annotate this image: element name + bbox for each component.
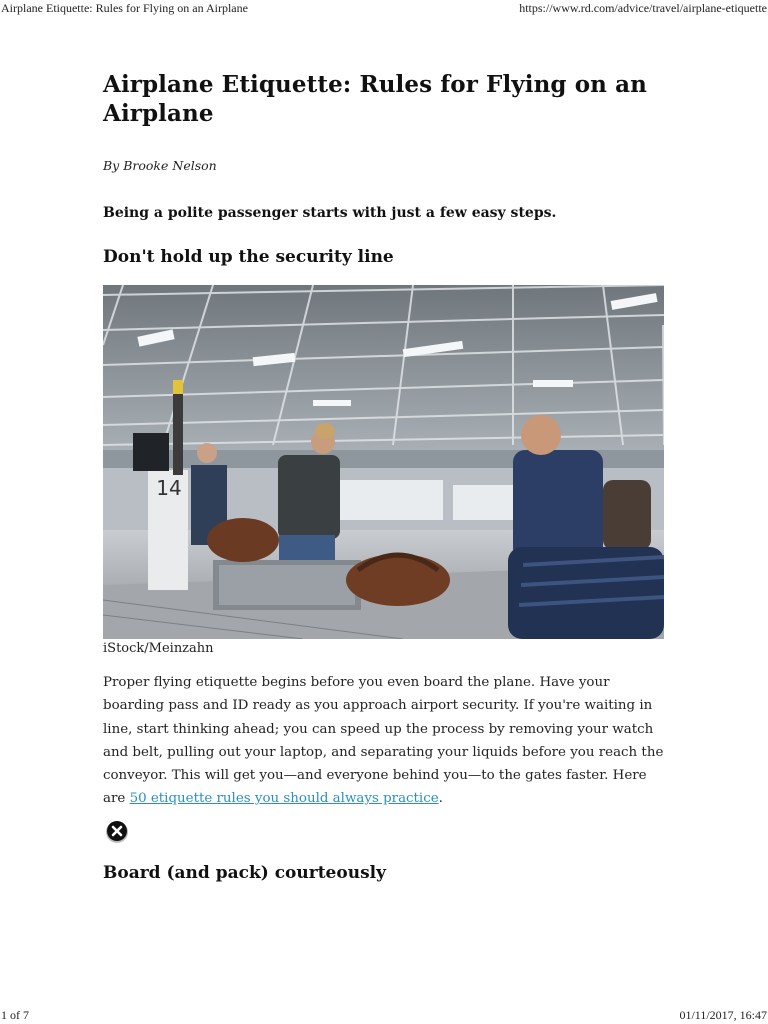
etiquette-rules-link[interactable]: 50 etiquette rules you should always practice xyxy=(129,791,439,807)
body-paragraph xyxy=(103,671,665,811)
section-heading-boarding: Board (and pack) courteously xyxy=(103,863,386,883)
counter-number: 14 xyxy=(156,476,182,500)
article-title: Airplane Etiquette: Rules for Flying on an Airplane xyxy=(103,71,647,127)
security-line-photo xyxy=(103,285,664,639)
section-heading-security: Don't hold up the security line xyxy=(103,247,394,267)
print-header xyxy=(0,1,768,15)
close-icon xyxy=(105,820,129,844)
airport-security-illustration xyxy=(103,285,664,639)
body-end: . xyxy=(438,791,443,807)
print-datetime: 01/11/2017, 16:47 xyxy=(679,1008,767,1022)
intro-text: Being a polite passenger starts with just a few easy steps. xyxy=(103,205,557,221)
close-button[interactable] xyxy=(105,820,129,844)
byline: By Brooke Nelson xyxy=(103,158,217,173)
print-header-title: Airplane Etiquette: Rules for Flying on an Airplane xyxy=(1,1,248,15)
print-header-url[interactable]: https://www.rd.com/advice/travel/airplane-etiquette xyxy=(519,1,767,15)
photo-credit: iStock/Meinzahn xyxy=(103,641,214,656)
article xyxy=(103,70,665,883)
body-text: Proper flying etiquette begins before you even board the plane. Have your boarding pass and ID ready as you approach airport security. If you're waiting in line, start thinking ahead; you can speed up the process by removing your watch and belt, pulling out your laptop, and separating your liquids before you reach the conveyor. This will get you—and everyone behind you—to the gates faster. Here are xyxy=(103,675,664,807)
print-footer xyxy=(0,1008,768,1022)
page-counter: 1 of 7 xyxy=(1,1008,29,1022)
